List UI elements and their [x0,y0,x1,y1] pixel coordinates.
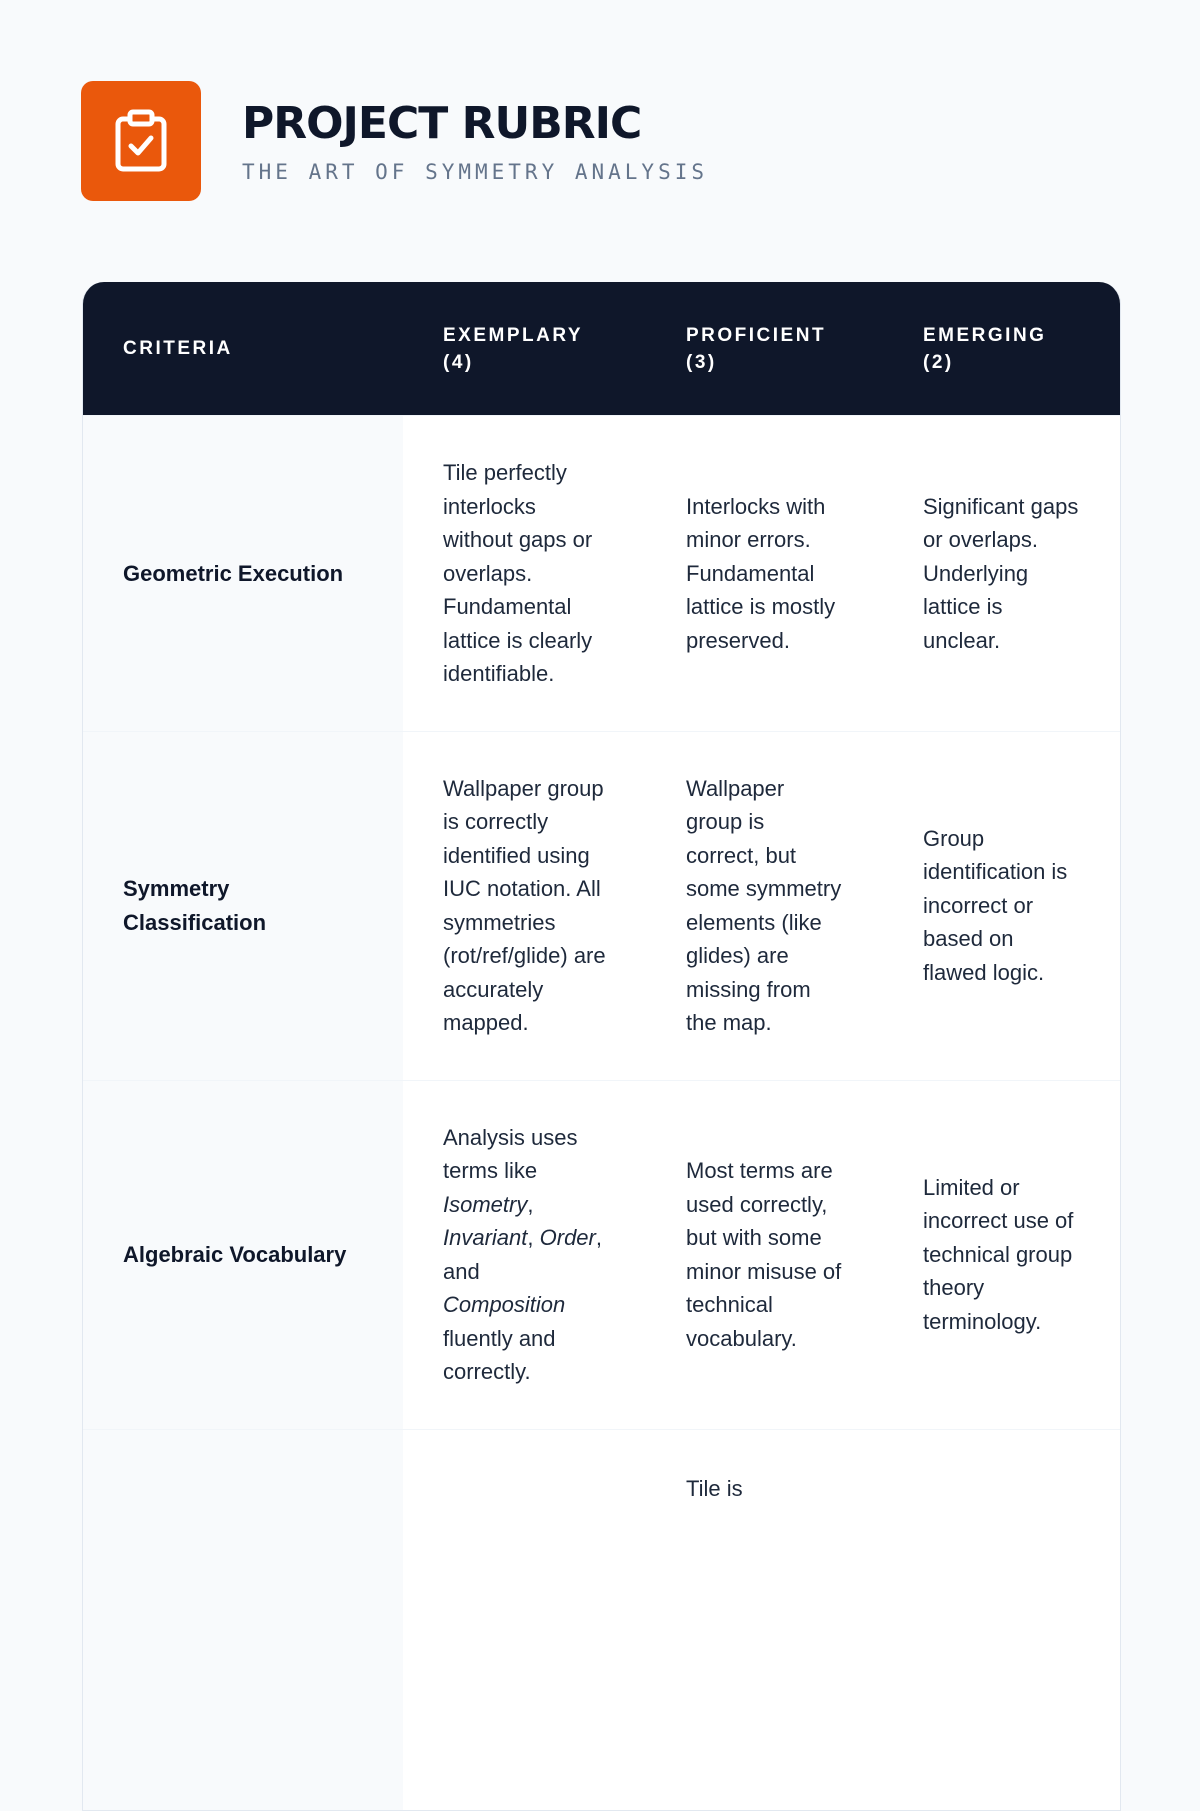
text: , [527,1191,534,1217]
table-row [83,731,1120,1080]
table-header-row [83,282,1120,416]
proficient-cell: Wallpaper group is correct, but some symmetry elements (like glides) are missing from the map. [646,731,883,1080]
table-row [83,1080,1120,1429]
term: Invariant [443,1225,528,1250]
exemplary-cell [403,1429,646,1810]
logo-badge [81,81,201,201]
emerging-cell [883,1429,1120,1810]
page-title: PROJECT RUBRIC [242,98,642,149]
column-header-criteria: CRITERIA [83,282,403,416]
term: Composition [443,1292,566,1317]
term: Isometry [443,1191,528,1217]
text: Analysis uses terms like [443,1124,578,1183]
emerging-cell: Significant gaps or overlaps. Underlying lattice is unclear. [883,416,1120,732]
exemplary-cell: Tile perfectly interlocks without gaps or overlaps. Fundamental lattice is clearly identifiable. [403,416,646,732]
emerging-cell: Group identification is incorrect or based on flawed logic. [883,731,1120,1080]
proficient-cell: Tile is [646,1429,883,1810]
rubric-table [82,282,1121,1811]
text: , and [443,1225,602,1284]
table-row [83,416,1120,732]
exemplary-cell [403,1080,646,1429]
criteria-cell [83,1429,403,1810]
page-subtitle: THE ART OF SYMMETRY ANALYSIS [242,160,709,184]
column-header-proficient: PROFICIENT (3) [646,282,883,416]
emerging-cell: Limited or incorrect use of technical group theory terminology. [883,1080,1120,1429]
criteria-cell: Geometric Execution [83,416,403,732]
table-row [83,1429,1120,1810]
text: , [527,1225,540,1250]
proficient-cell: Interlocks with minor errors. Fundamental lattice is mostly preserved. [646,416,883,732]
page-header [81,81,708,201]
text: fluently and correctly. [443,1325,556,1384]
exemplary-cell: Wallpaper group is correctly identified using IUC notation. All symmetries (rot/ref/glide) are accurately mapped. [403,731,646,1080]
criteria-cell: Symmetry Classification [83,731,403,1080]
criteria-cell: Algebraic Vocabulary [83,1080,403,1429]
proficient-cell: Most terms are used correctly, but with some minor misuse of technical vocabulary. [646,1080,883,1429]
column-header-exemplary: EXEMPLARY (4) [403,282,646,416]
column-header-emerging: EMERGING (2) [883,282,1120,416]
clipboard-check-icon [113,109,169,173]
term: Order [539,1225,596,1250]
